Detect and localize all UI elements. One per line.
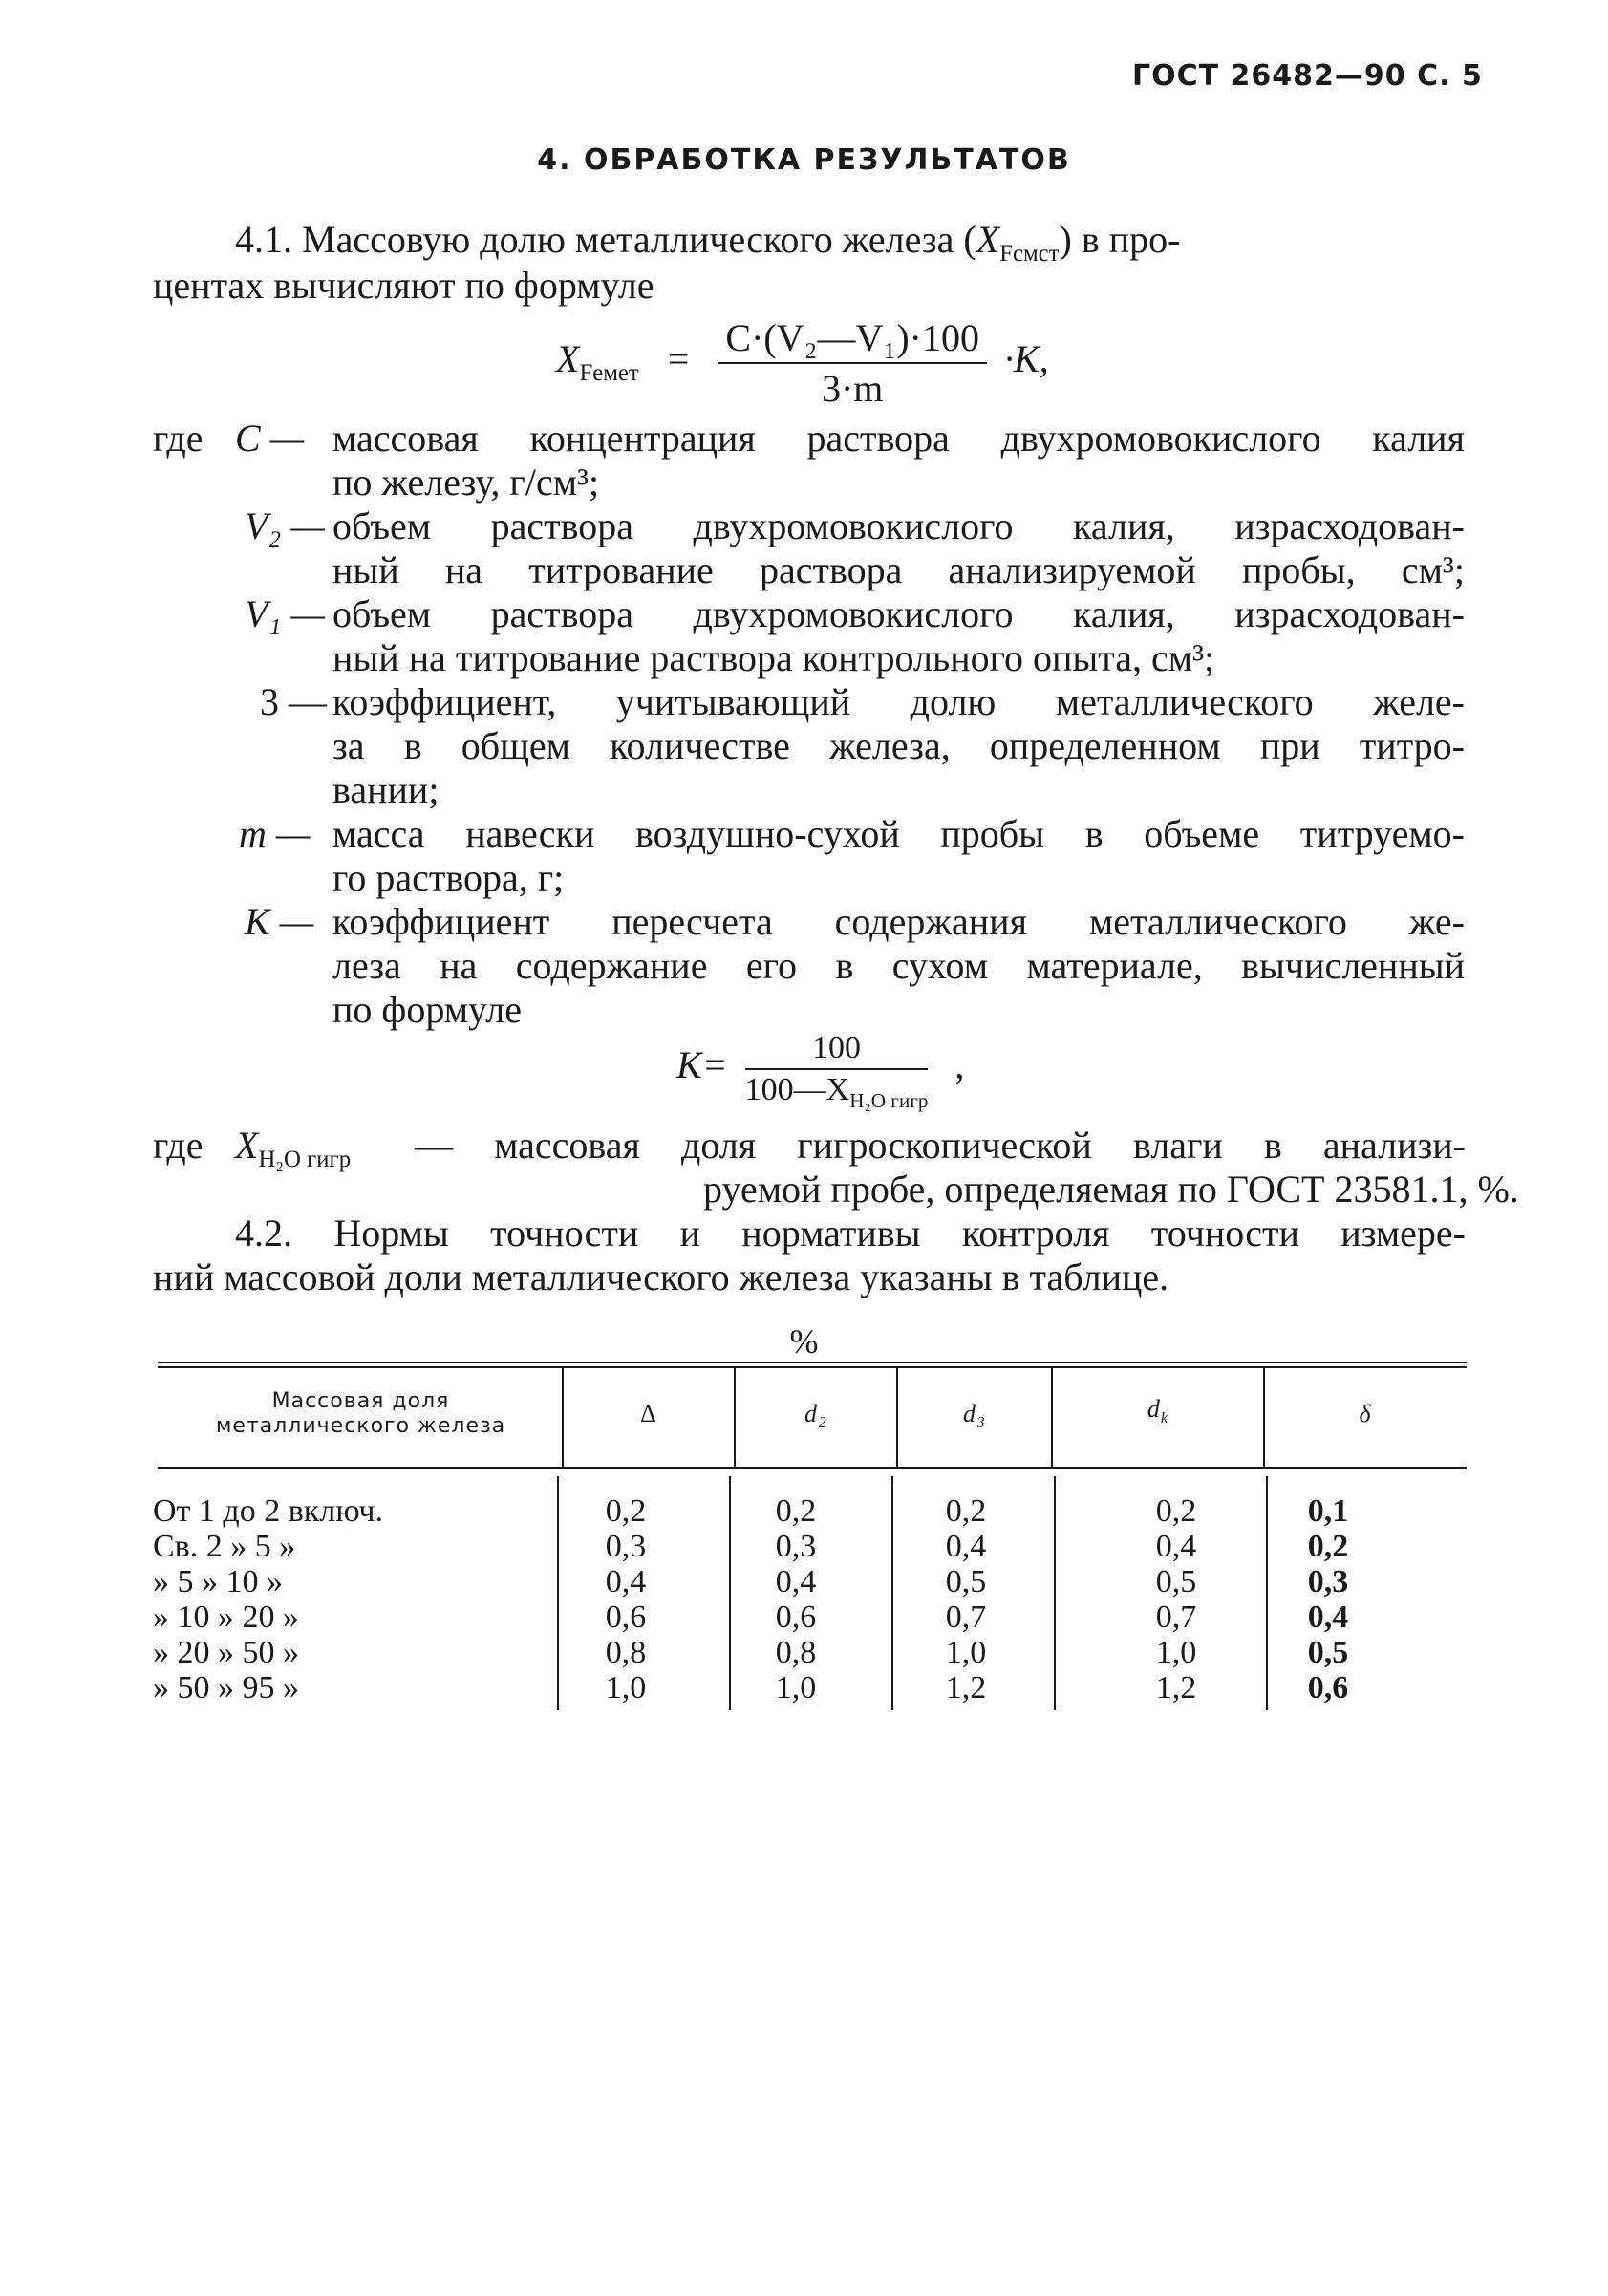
def-m-line-2: го раствора, г; bbox=[332, 856, 565, 899]
def-3-line-2: за в общем количестве железа, определенном при титро- bbox=[332, 724, 1465, 767]
paragraph-4-2-line-1: 4.2. Нормы точности и нормативы контроля точности измере- bbox=[235, 1212, 1466, 1255]
table-row-label: » 20 » 50 » bbox=[153, 1635, 299, 1670]
def-3-symbol: 3 — bbox=[260, 680, 327, 723]
def-h2o-line-2: руемой пробе, определяемая по ГОСТ 23581.1, %. bbox=[703, 1168, 1519, 1211]
table-unit: % bbox=[789, 1322, 819, 1361]
def-3-line-3: вании; bbox=[332, 768, 440, 811]
formula2-denominator: $100—X_{H_2O гигр}$ bbox=[744, 1072, 929, 1112]
table-header-small-delta: δ bbox=[1359, 1400, 1372, 1427]
table-col-label bbox=[153, 1493, 383, 1706]
table-cell: 0,6 bbox=[1307, 1670, 1349, 1706]
table-header-dk: $d_k$ bbox=[1147, 1395, 1169, 1427]
def-v2-symbol: V₂ — bbox=[245, 504, 325, 547]
def-v1-line-2: ный на титрование раствора контрольного опыта, см³; bbox=[332, 636, 1215, 679]
table-top-rule bbox=[158, 1362, 1467, 1363]
table-cell: 0,6 bbox=[775, 1599, 817, 1635]
formula1-numerator: C·(V₂—V₁)·100 bbox=[718, 315, 987, 364]
p41-text-b: ) в про- bbox=[1059, 218, 1181, 261]
table-top-rule-2 bbox=[158, 1366, 1467, 1368]
table-body-vsep-1 bbox=[557, 1476, 559, 1710]
table-cell: 0,2 bbox=[605, 1493, 647, 1529]
def-v2-line-1: объем раствора двухромовокислого калия, израсходован- bbox=[332, 504, 1465, 547]
table-cell: 0,5 bbox=[1307, 1635, 1349, 1670]
def-v1-line-1: объем раствора двухромовокислого калия, израсходован- bbox=[332, 592, 1465, 635]
table-cell: 0,4 bbox=[775, 1564, 817, 1599]
table-cell: 1,0 bbox=[775, 1670, 817, 1706]
formula2-numerator: 100 bbox=[745, 1030, 929, 1070]
formula-metallic-iron bbox=[556, 315, 1049, 411]
formula2-comma: , bbox=[954, 1043, 965, 1087]
def-k-line-2: леза на содержание его в сухом материале, вычисленный bbox=[332, 944, 1465, 987]
table-header-mass-fraction: Массовая доля металлического железа bbox=[215, 1389, 506, 1438]
p41-symbol: X bbox=[976, 218, 1000, 261]
table-cell: 0,1 bbox=[1307, 1493, 1349, 1529]
table-cell: 0,6 bbox=[605, 1599, 647, 1635]
table-col-d2 bbox=[743, 1493, 848, 1706]
table-cell: 0,7 bbox=[1155, 1599, 1197, 1635]
def-m-symbol: m — bbox=[239, 812, 311, 855]
table-col-dk bbox=[1124, 1493, 1229, 1706]
table-cell: 0,2 bbox=[1307, 1529, 1349, 1564]
table-row-label: » 10 » 20 » bbox=[153, 1599, 299, 1635]
formula1-denominator: 3·m bbox=[821, 367, 884, 410]
table-header-d2: d₂ bbox=[804, 1400, 828, 1427]
formula1-fraction bbox=[718, 315, 987, 411]
table-cell: 0,4 bbox=[1155, 1529, 1197, 1564]
formula2-fraction bbox=[744, 1030, 929, 1112]
table-cell: 0,4 bbox=[945, 1529, 987, 1564]
table-cell: 0,8 bbox=[775, 1635, 817, 1670]
def-m-line-1: масса навески воздушно-сухой пробы в объеме титруемо- bbox=[332, 812, 1465, 855]
table-cell: 0,2 bbox=[945, 1493, 987, 1529]
def-h2o-where: где bbox=[153, 1124, 204, 1167]
table-cell: 1,0 bbox=[1155, 1635, 1197, 1670]
table-cell: 1,2 bbox=[945, 1670, 987, 1706]
formula1-equals: = bbox=[667, 337, 690, 381]
def-k-line-1: коэффициент пересчета содержания металлического же- bbox=[332, 900, 1465, 943]
p41-symbol-sub: Fcмст bbox=[999, 241, 1060, 267]
table-cell: 0,4 bbox=[605, 1564, 647, 1599]
table-cell: 1,0 bbox=[945, 1635, 987, 1670]
table-cell: 0,4 bbox=[1307, 1599, 1349, 1635]
formula2-lhs: K= bbox=[676, 1043, 728, 1087]
def-h2o-line-1: — массовая доля гигроскопической влаги в анализи- bbox=[415, 1124, 1466, 1167]
table-cell: 0,3 bbox=[775, 1529, 817, 1564]
table-cell: 0,3 bbox=[605, 1529, 647, 1564]
table-body-vsep-2 bbox=[729, 1476, 731, 1710]
def-k-line-3: по формуле bbox=[332, 988, 522, 1031]
formula1-tail: ·K, bbox=[1003, 337, 1049, 381]
table-cell: 0,5 bbox=[1155, 1564, 1197, 1599]
paragraph-4-2-line-2: ний массовой доли металлического железа указаны в таблице. bbox=[153, 1255, 1169, 1298]
table-col-small-delta bbox=[1276, 1493, 1381, 1706]
table-row-label: » 50 » 95 » bbox=[153, 1670, 299, 1706]
formula1-lhs-sub: Feмет bbox=[579, 360, 639, 387]
table-cell: 0,5 bbox=[945, 1564, 987, 1599]
table-cell: 0,8 bbox=[605, 1635, 647, 1670]
table-cell: 0,3 bbox=[1307, 1564, 1349, 1599]
table-cell: 0,2 bbox=[1155, 1493, 1197, 1529]
table-col-delta bbox=[573, 1493, 678, 1706]
def-c-symbol: C — bbox=[235, 417, 305, 460]
table-body-vsep-4 bbox=[1054, 1476, 1056, 1710]
paragraph-4-1-line-2: центах вычисляют по формуле bbox=[153, 264, 654, 307]
table-header-delta: Δ bbox=[640, 1400, 657, 1427]
table-col-d3 bbox=[913, 1493, 1018, 1706]
def-c-line-2: по железу, г/см³; bbox=[332, 461, 600, 504]
formula1-lhs: X bbox=[556, 337, 580, 381]
def-v1-symbol: V₁ — bbox=[245, 592, 325, 635]
table-row-label: » 5 » 10 » bbox=[153, 1564, 283, 1599]
table-row-label: От 1 до 2 включ. bbox=[153, 1493, 383, 1529]
section-title: 4. ОБРАБОТКА РЕЗУЛЬТАТОВ bbox=[537, 143, 1071, 177]
table-cell: 1,0 bbox=[605, 1670, 647, 1706]
p41-text-a: 4.1. Массовую долю металлического железа ( bbox=[235, 218, 976, 261]
paragraph-4-1-line-1 bbox=[235, 218, 1477, 267]
table-row-label: Св. 2 » 5 » bbox=[153, 1529, 296, 1564]
table-body-vsep-5 bbox=[1266, 1476, 1268, 1710]
def-3-line-1: коэффициент, учитывающий долю металлического желе- bbox=[332, 680, 1465, 723]
table-header-d3: d₃ bbox=[962, 1400, 987, 1427]
table-cell: 0,7 bbox=[945, 1599, 987, 1635]
table-header-rule bbox=[158, 1467, 1467, 1469]
def-c-line-1: массовая концентрация раствора двухромовокислого калия bbox=[332, 417, 1465, 460]
def-h2o-symbol: $X_{H_2O гигр}$ bbox=[235, 1124, 352, 1172]
table-body-vsep-3 bbox=[891, 1476, 893, 1710]
def-v2-line-2: ный на титрование раствора анализируемой пробы, см³; bbox=[332, 548, 1465, 591]
defs-where: где bbox=[153, 417, 204, 460]
running-header: ГОСТ 26482—90 С. 5 bbox=[1132, 59, 1483, 93]
table-cell: 0,2 bbox=[775, 1493, 817, 1529]
formula-k-coefficient bbox=[676, 1030, 965, 1112]
def-k-symbol: K — bbox=[245, 900, 314, 943]
table-cell: 1,2 bbox=[1155, 1670, 1197, 1706]
